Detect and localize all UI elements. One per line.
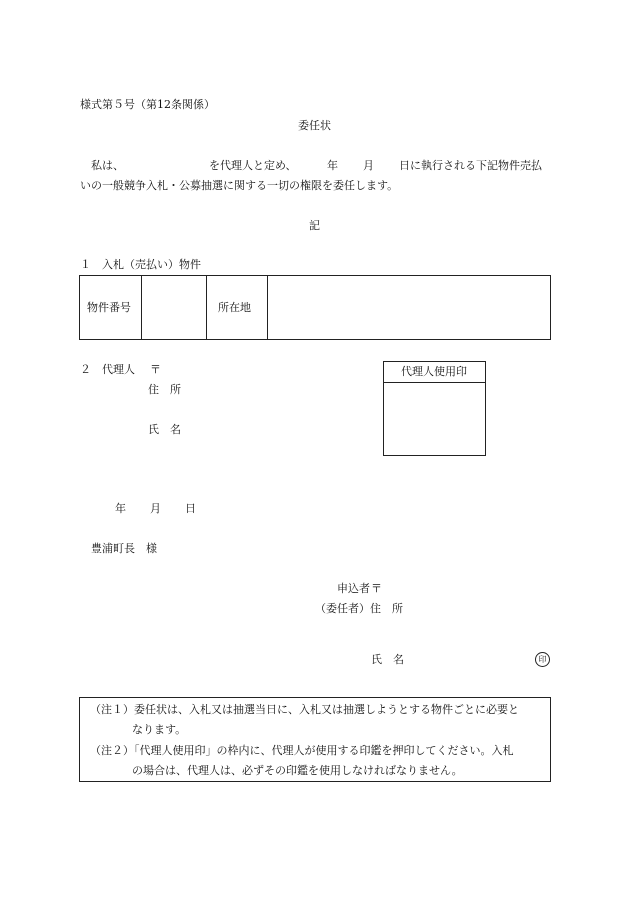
body-text-day-suffix: 日に執行される下記物件売払: [399, 159, 542, 172]
note2-line1: （注２）「代理人使用印」の枠内に、代理人が使用する印鑑を押印してください。入札: [90, 744, 514, 757]
seal-mark-icon: 印: [535, 652, 550, 667]
note2-line2: の場合は、代理人は、必ずその印鑑を使用しなければなりません。: [132, 764, 463, 777]
agent-name-label: 氏 名: [148, 423, 181, 436]
ki-label: 記: [309, 219, 320, 232]
agent-seal-box-divider: [383, 382, 486, 383]
delegator-address-label: （委任者）住 所: [315, 602, 403, 615]
applicant-label: 申込者: [337, 582, 370, 595]
form-number: 様式第５号（第12条関係）: [80, 98, 215, 111]
applicant-postal-mark: 〒: [371, 582, 382, 595]
property-table-divider: [206, 275, 207, 340]
agent-seal-box-label: 代理人使用印: [401, 365, 467, 378]
location-label: 所在地: [218, 301, 251, 314]
body-text-line2: いの一般競争入札・公募抽選に関する一切の権限を委任します。: [80, 179, 399, 192]
body-text-prefix: 私は、: [91, 159, 124, 172]
section2-heading: ２ 代理人: [80, 363, 135, 376]
property-table: [79, 275, 551, 340]
note1-line2: なります。: [132, 723, 187, 736]
body-text-year: 年: [327, 159, 338, 172]
agent-address-label: 住 所: [148, 383, 181, 396]
date-year: 年: [115, 502, 126, 515]
body-text-month: 月: [363, 159, 374, 172]
date-day: 日: [185, 502, 196, 515]
property-table-divider: [141, 275, 142, 340]
applicant-name-label: 氏 名: [371, 653, 404, 666]
addressee: 豊浦町長 様: [91, 542, 157, 555]
agent-postal-mark: 〒: [150, 363, 161, 376]
section1-heading: １ 入札（売払い）物件: [80, 258, 201, 271]
property-number-label: 物件番号: [87, 301, 131, 314]
body-text-agent-suffix: を代理人と定め、: [209, 159, 297, 172]
note1-line1: （注１）委任状は、入札又は抽選当日に、入札又は抽選しようとする物件ごとに必要と: [90, 703, 519, 716]
document-title: 委任状: [298, 119, 331, 132]
date-month: 月: [150, 502, 161, 515]
property-table-divider: [267, 275, 268, 340]
